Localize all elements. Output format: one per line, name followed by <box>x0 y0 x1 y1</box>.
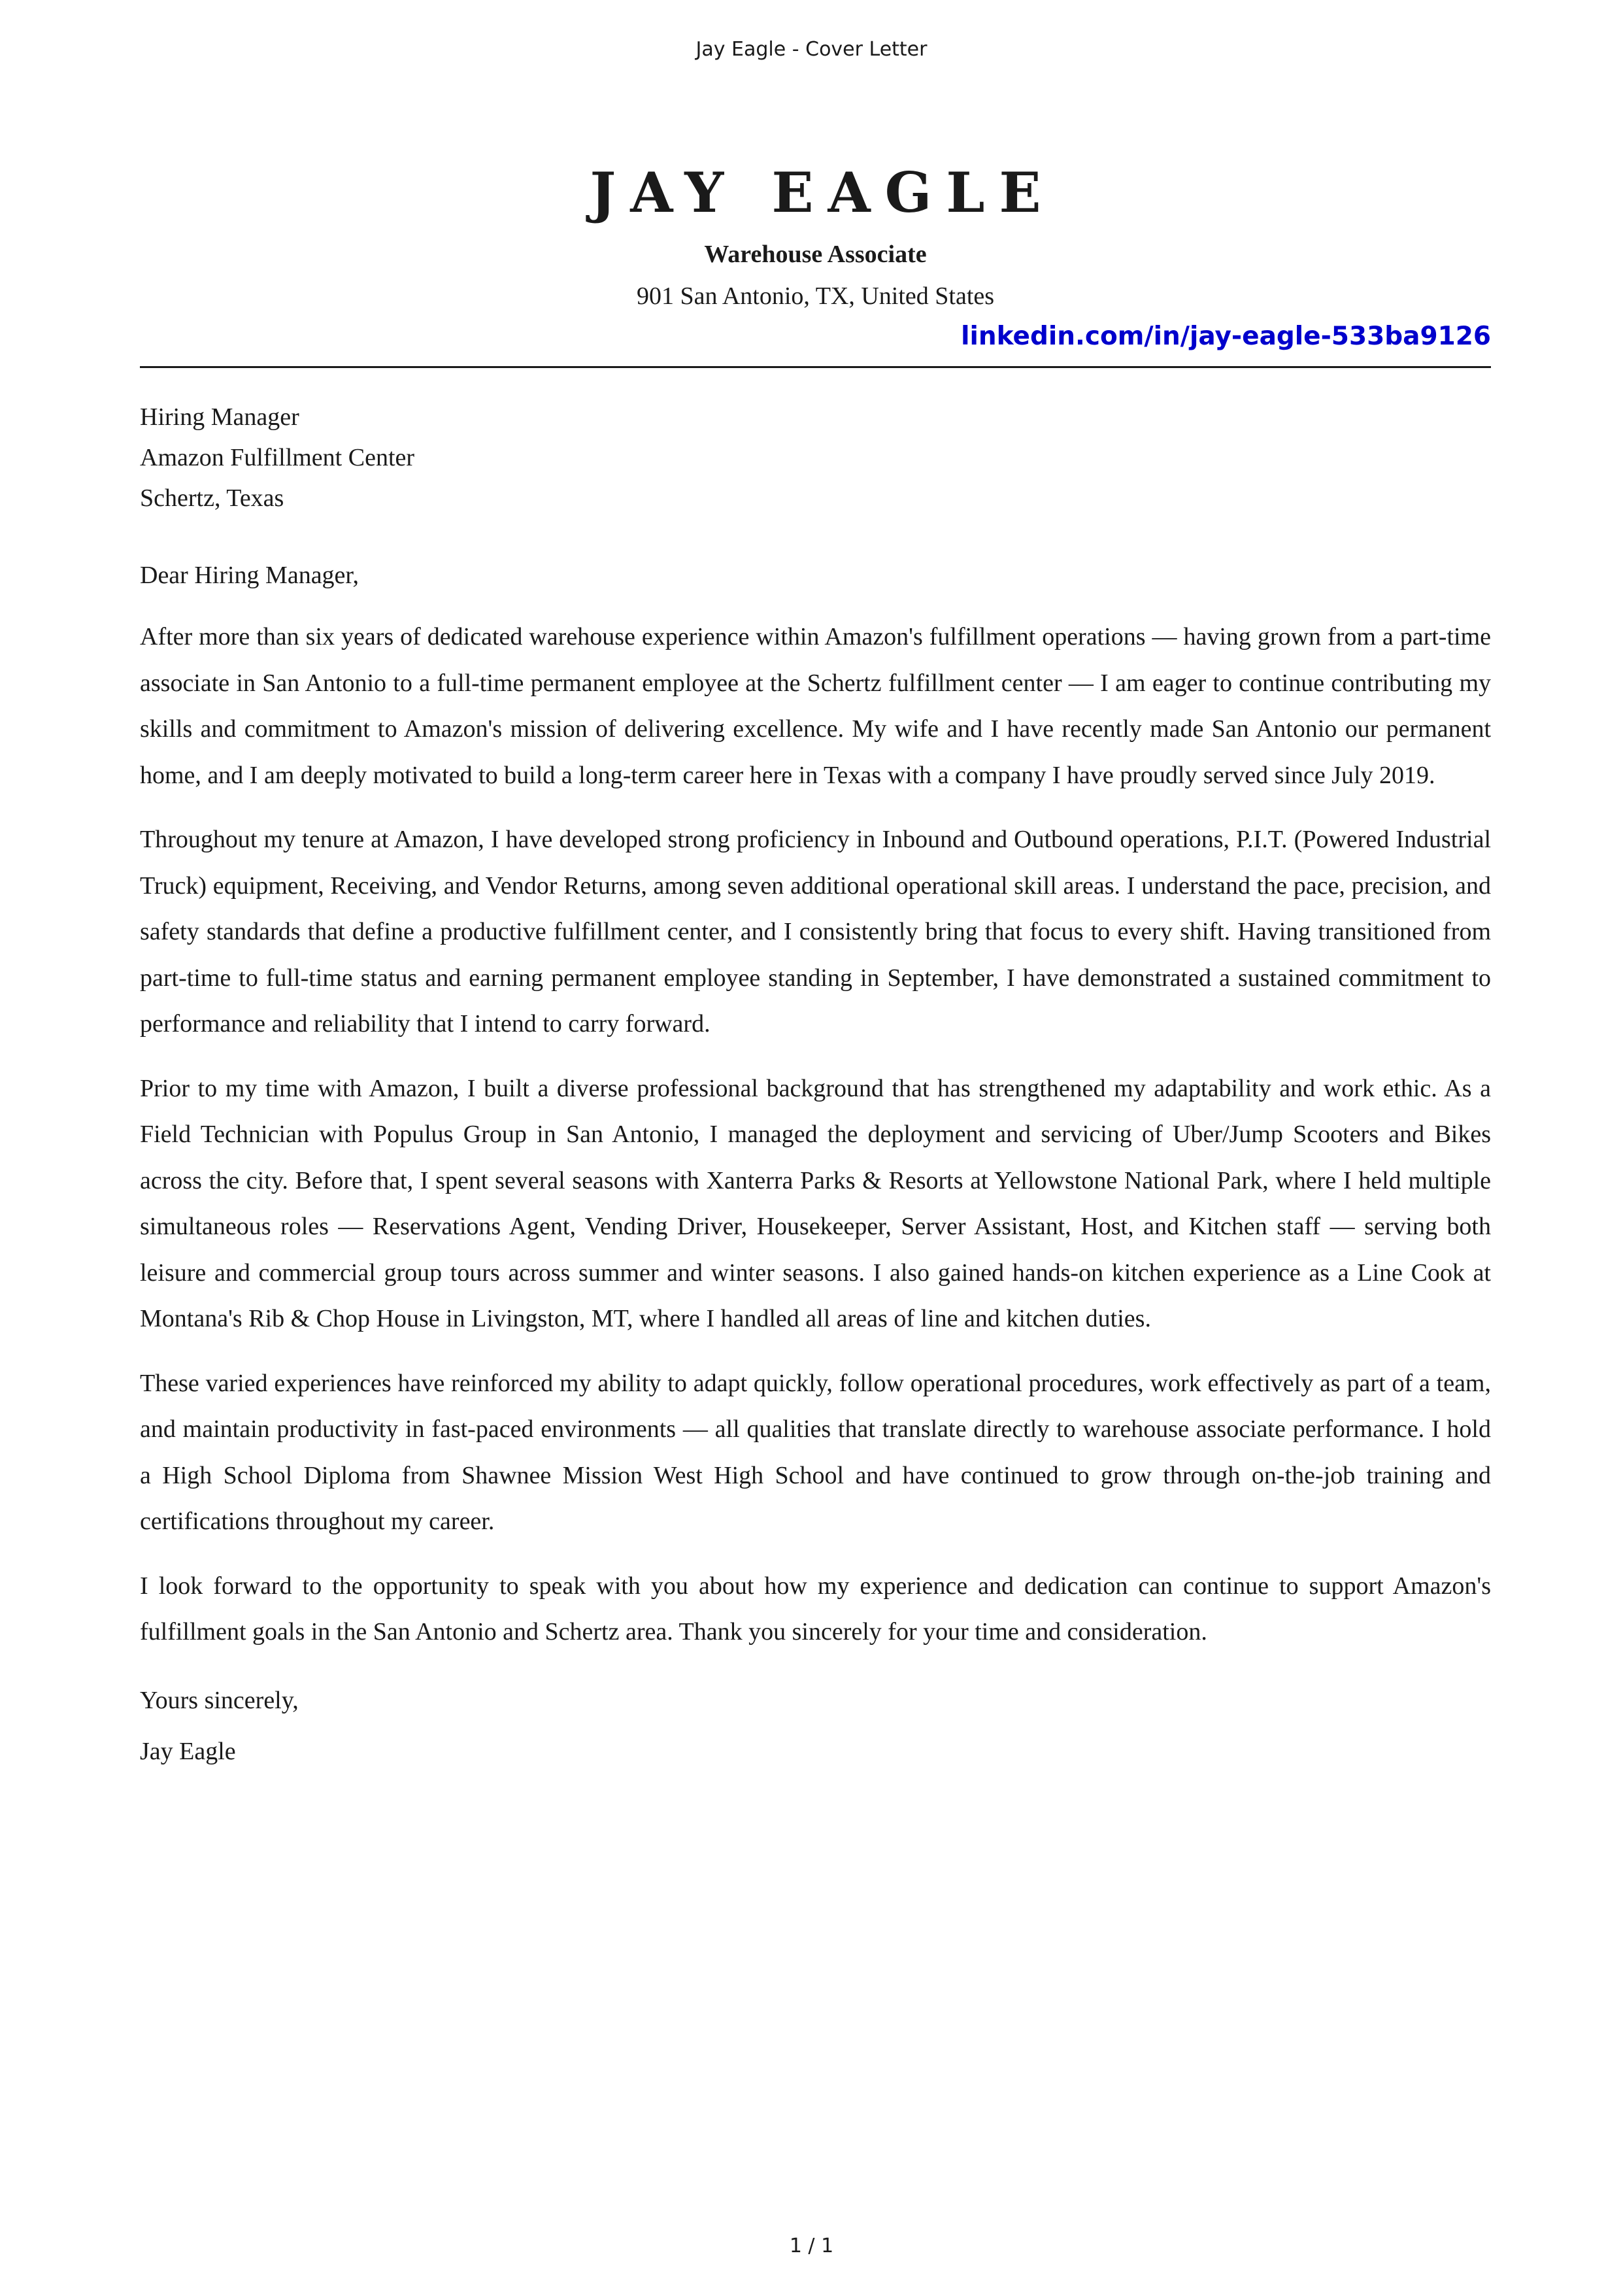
recipient-line: Hiring Manager <box>140 403 299 431</box>
recipient-line: Amazon Fulfillment Center <box>140 444 415 471</box>
cover-letter <box>140 157 1491 1777</box>
body-paragraph: After more than six years of dedicated warehouse experience within Amazon's fulfillment operations — having grown from a part-time associate in San Antonio to a full-time permanent employee at the Schertz fulfillment center — I am eager to continue contributing my skills and commitment to Amazon's mission of delivering excellence. My wife and I have recently made San Antonio our permanent home, and I am deeply motivated to build a long-term career here in Texas with a company I have proudly served since July 2019. <box>140 623 1491 789</box>
recipient-block <box>140 397 1491 518</box>
body-paragraph: Prior to my time with Amazon, I built a diverse professional background that has strengthened my adaptability and work ethic. As a Field Technician with Populus Group in San Antonio, I managed the deployment and servicing of Uber/Jump Scooters and Bikes across the city. Before that, I spent several seasons with Xanterra Parks & Resorts at Yellowstone National Park, where I held multiple simultaneous roles — Reservations Agent, Vending Driver, Housekeeper, Server Assistant, Host, and Kitchen staff — serving both leisure and commercial group tours across summer and winter seasons. I also gained hands-on kitchen experience as a Line Cook at Montana's Rib & Chop House in Livingston, MT, where I handled all areas of line and kitchen duties. <box>140 1074 1491 1332</box>
print-header-title: Jay Eagle - Cover Letter <box>695 38 928 61</box>
body-paragraph: Throughout my tenure at Amazon, I have developed strong proficiency in Inbound and Outbound operations, P.I.T. (Powered Industrial Truck) equipment, Receiving, and Vendor Returns, among seven additional operational skill areas. I understand the pace, precision, and safety standards that define a productive fulfillment center, and I consistently bring that focus to every shift. Having transitioned from part-time to full-time status and earning permanent employee standing in September, I have demonstrated a sustained commitment to performance and reliability that I intend to carry forward. <box>140 826 1491 1038</box>
salutation: Dear Hiring Manager, <box>140 562 360 589</box>
page-number: 1 / 1 <box>789 2235 834 2257</box>
recipient-line: Schertz, Texas <box>140 484 284 512</box>
body-paragraph: These varied experiences have reinforced my ability to adapt quickly, follow operational procedures, work effectively as part of a team, and maintain productivity in fast-paced environments — all qualities that translate directly to warehouse associate performance. I hold a High School Diploma from Shawnee Mission West High School and have continued to grow through on-the-job training and certifications throughout my career. <box>140 1369 1491 1535</box>
applicant-address: 901 San Antonio, TX, United States <box>636 282 995 310</box>
body-paragraph: I look forward to the opportunity to speak with you about how my experience and dedication can continue to support Amazon's fulfillment goals in the San Antonio and Schertz area. Thank you sincerely for your time and consideration. <box>140 1572 1491 1646</box>
linkedin-link[interactable]: linkedin.com/in/jay-eagle-533ba9126 <box>961 322 1491 351</box>
closing-block <box>140 1675 1491 1777</box>
linkedin-row <box>140 320 1491 358</box>
signature-name: Jay Eagle <box>140 1737 236 1765</box>
header-divider <box>140 366 1491 368</box>
applicant-job-title: Warehouse Associate <box>704 241 927 268</box>
applicant-name: JAY EAGLE <box>590 160 1056 225</box>
closing-phrase: Yours sincerely, <box>140 1686 299 1714</box>
